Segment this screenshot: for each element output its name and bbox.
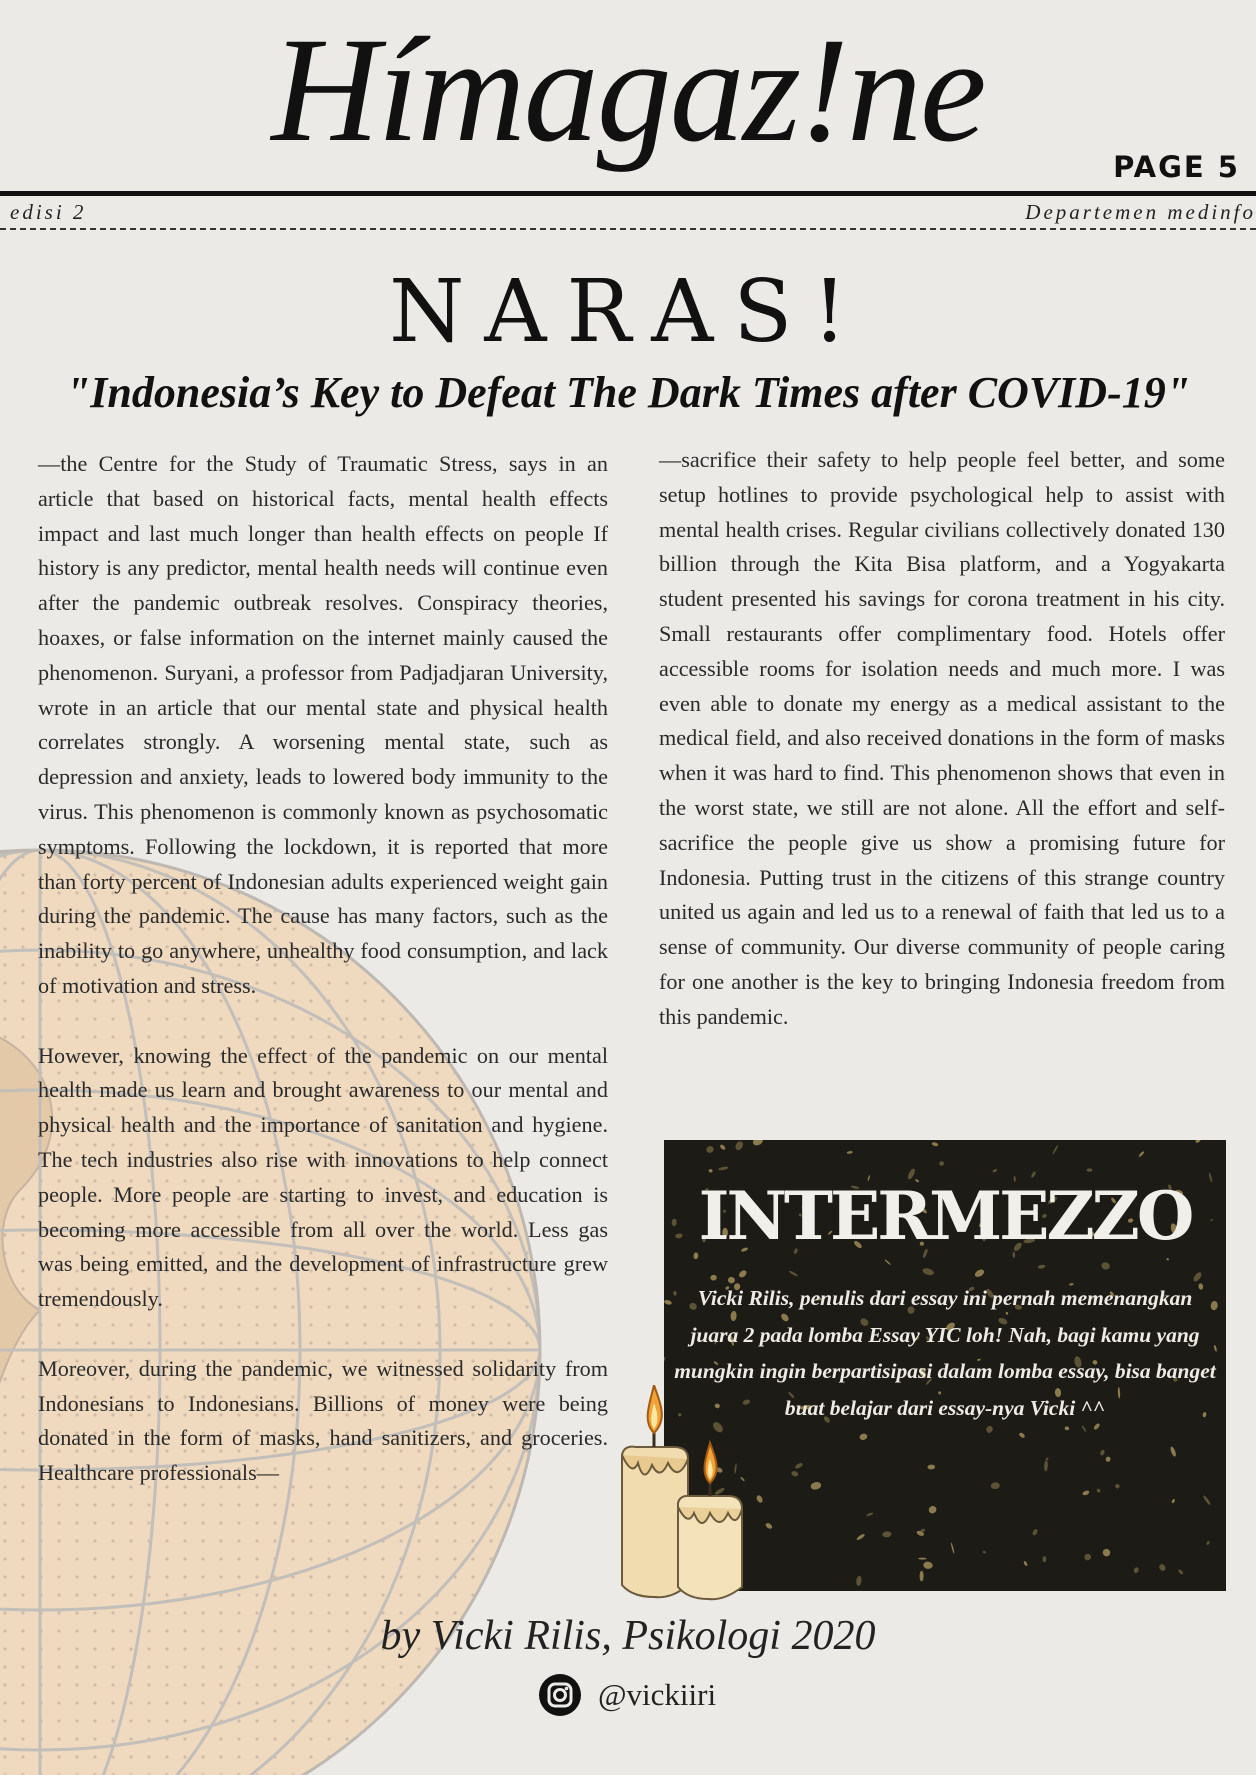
speckle [1064,1426,1069,1431]
speckle [719,1144,726,1151]
speckle [939,1161,945,1166]
page-number: PAGE 5 [1113,150,1240,184]
speckle [992,1168,997,1173]
speckle [1082,1490,1090,1496]
speckle [752,1140,765,1147]
edition-label: edisi 2 [10,200,87,224]
speckle [882,1531,892,1537]
section-title: NARAS! [389,262,867,362]
speckle [859,1433,868,1441]
speckle [982,1550,986,1553]
masthead-title: Hímagaz!ne [271,7,985,173]
speckle [920,1571,924,1582]
speckle [1044,1460,1048,1471]
author-byline: by Vicki Rilis, Psikologi 2020 [380,1613,876,1659]
speckle [1202,1495,1211,1506]
speckle [1042,1556,1046,1562]
speckle [1102,1548,1112,1558]
speckle [788,1270,798,1277]
speckle [922,1267,935,1276]
speckle [985,1425,994,1434]
speckle [1038,1264,1046,1269]
instagram-handle[interactable]: @vickiiri [598,1677,717,1712]
speckle [794,1462,803,1470]
candles-icon [612,1385,752,1605]
speckle [923,1561,933,1569]
speckle [1195,1140,1201,1144]
speckle [1052,1144,1059,1154]
right-column [659,443,1225,1035]
header-rule [0,191,1256,196]
speckle [755,1494,763,1503]
left-column [38,447,608,1491]
speckle [1100,1261,1110,1270]
speckle [1169,1446,1177,1457]
speckle [1206,1540,1210,1545]
intermezzo-text: Vicki Rilis, penulis dari essay ini pernah memenangkan juara 2 pada lomba Essay YIC loh! Nah, bagi kamu yang mungkin ingin berpartisipasi dalam lomba essay, bisa banget buat belajar dari essay-nya Vicki ^^ [674,1286,1216,1420]
speckle [990,1482,1000,1490]
speckle [1171,1499,1175,1504]
speckle [664,1356,666,1363]
paragraph: —the Centre for the Study of Traumatic Stress, says in an article that based on historical facts, mental health effects impact and last much longer than health effects on people If history is any predictor, mental health needs will continue even after the pandemic outbreak resolves. Conspiracy theories, hoaxes, or false information on the internet mainly caused the phenomenon. Suryani, a professor from Padjadjaran University, wrote in an article that our mental state and physical health correlates strongly. A worsening mental state, such as depression and anxiety, leads to lowered body immunity to the virus. This phenomenon is commonly known as psychosomatic symptoms. Following the lockdown, it is reported that more than forty percent of Indonesian adults experienced weight gain during the pandemic. The cause has many factors, such as the inability to go anywhere, unhealthy food consumption, and lack of motivation and stress. [38,451,608,998]
speckle [1138,1151,1145,1158]
speckle [918,1558,927,1560]
speckle [738,1269,748,1279]
speckle [1158,1563,1167,1572]
speckle [1084,1553,1092,1561]
speckle [884,1259,891,1265]
speckle [1166,1258,1169,1261]
speckle [866,1512,873,1517]
speckle [931,1142,938,1147]
speckle [950,1542,955,1554]
speckle [664,1299,672,1305]
speckle [765,1522,774,1530]
speckle [1018,1432,1026,1439]
instagram-icon[interactable] [538,1673,582,1717]
speckle [1096,1488,1101,1493]
speckle [1081,1425,1087,1432]
speckle [718,1166,729,1171]
speckle [1133,1567,1140,1574]
speckle [734,1140,744,1151]
speckle [927,1464,935,1469]
speckle [1100,1449,1106,1456]
speckle [1032,1528,1039,1536]
article-subtitle: "Indonesia’s Key to Defeat The Dark Times after COVID-19" [65,368,1191,417]
speckle [927,1505,937,1515]
speckle [974,1268,986,1278]
speckle [856,1575,862,1586]
speckle [1178,1569,1184,1575]
speckle [791,1470,799,1477]
speckle [810,1481,822,1491]
speckle [1046,1457,1049,1461]
speckle [856,1533,866,1541]
paragraph: However, knowing the effect of the pandemic on our mental health made us learn and brought awareness to our mental and physical health and the importance of sanitation and hygiene. The tech industries also rise with innovations to help connect people. More people are starting to invest, and education is becoming more accessible from all over the world. Less gas was being emitted, and the development of infrastructure grew tremendously. [38,1042,608,1312]
speckle [1105,1456,1112,1463]
paragraph: Moreover, during the pandemic, we witnessed solidarity from Indonesians to Indonesians. Billions of money were being donated in the form of masks, hand sanitizers, and groceries. Healthcare professionals— [38,1355,608,1486]
paragraph: —sacrifice their safety to help people feel better, and some setup hotlines to provide psychological help to assist with mental health crises. Regular civilians collectively donated 130 billion through the Kita Bisa platform, and a Yogyakarta student presented his savings for corona treatment in his city. Small restaurants offer complimentary food. Hotels offer accessible rooms for isolation needs and much more. I was even able to donate my energy as a medical assistant to the medical field, and also received donations in the form of masks when it was hard to find. This phenomenon shows that even in the worst state, we still are not alone. All the effort and self-sacrifice the people give us show a promising future for Indonesia. Putting trust in the citizens of this strange country united us again and led us to a renewal of faith that led us to a sense of community. Our diverse community of people caring for one another is the key to bringing Indonesia freedom from this pandemic. [659,447,1225,1029]
speckle [705,1145,715,1154]
social-handle[interactable] [538,1670,716,1720]
speckle [1087,1168,1093,1171]
speckle [1115,1484,1120,1489]
department-label: Departemen medinfo [1025,200,1256,224]
intermezzo-title: INTERMEZZO [698,1177,1192,1255]
header-dashed-rule [0,228,1256,230]
speckle [709,1169,713,1173]
speckle [847,1151,853,1154]
speckle [1023,1560,1028,1566]
